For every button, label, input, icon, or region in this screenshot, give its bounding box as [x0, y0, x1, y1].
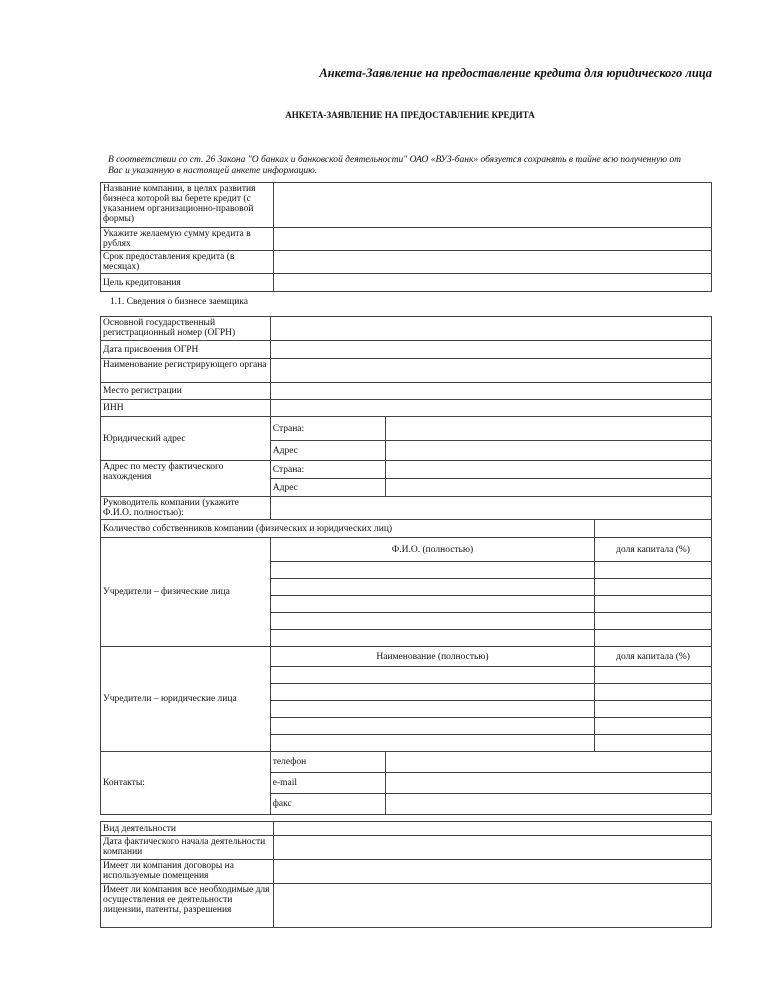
input-founder-share[interactable]	[595, 596, 712, 613]
label-reg-place: Место регистрации	[101, 383, 271, 400]
label-ogrn-date: Дата присвоения ОГРН	[101, 341, 271, 359]
input-loan-term[interactable]	[274, 251, 712, 274]
label-premises: Имеет ли компания договоры на используемые помещения	[101, 860, 274, 884]
input-licenses[interactable]	[274, 884, 712, 928]
label-start-date: Дата фактического начала деятельности компании	[101, 836, 274, 860]
header-name-full: Наименование (полностью)	[270, 647, 594, 667]
label-actual-street: Адрес	[270, 479, 385, 497]
input-reg-place[interactable]	[270, 383, 711, 400]
label-phone: телефон	[270, 752, 385, 773]
label-licenses: Имеет ли компания все необходимые для осуществления ее деятельности лицензии, патенты, разрешения	[101, 884, 274, 928]
input-entity-name[interactable]	[270, 718, 594, 735]
input-activity-type[interactable]	[274, 822, 712, 836]
input-founder-share[interactable]	[595, 562, 712, 579]
label-founders-entities: Учредители – юридические лица	[101, 647, 271, 752]
input-entity-name[interactable]	[270, 735, 594, 752]
input-legal-country[interactable]	[385, 417, 711, 441]
input-entity-name[interactable]	[270, 684, 594, 701]
input-start-date[interactable]	[274, 836, 712, 860]
input-director[interactable]	[270, 497, 711, 520]
section-heading: 1.1. Сведения о бизнесе заемщика	[110, 297, 248, 307]
label-inn: ИНН	[101, 400, 271, 417]
label-legal-address: Юридический адрес	[101, 417, 271, 461]
label-loan-term: Срок предоставления кредита (в месяцах)	[101, 251, 274, 274]
label-loan-amount: Укажите желаемую сумму кредита в рублях	[101, 228, 274, 251]
input-ogrn[interactable]	[270, 317, 711, 341]
header-fio: Ф.И.О. (полностью)	[270, 538, 594, 562]
input-founder-fio[interactable]	[270, 630, 594, 647]
input-entity-name[interactable]	[270, 701, 594, 718]
label-legal-street: Адрес	[270, 441, 385, 461]
input-entity-share[interactable]	[595, 667, 712, 684]
input-founder-fio[interactable]	[270, 613, 594, 630]
input-entity-share[interactable]	[595, 701, 712, 718]
label-owners-count: Количество собственников компании (физических и юридических лиц)	[101, 520, 595, 538]
label-contacts: Контакты:	[101, 752, 271, 815]
document-title: Анкета-Заявление на предоставление кредита для юридического лица	[319, 66, 712, 80]
input-actual-country[interactable]	[385, 461, 711, 479]
input-legal-street[interactable]	[385, 441, 711, 461]
form-heading: АНКЕТА-ЗАЯВЛЕНИЕ НА ПРЕДОСТАВЛЕНИЕ КРЕДИТА	[285, 110, 535, 120]
input-founder-fio[interactable]	[270, 562, 594, 579]
label-actual-address: Адрес по месту фактического нахождения	[101, 461, 271, 497]
label-ogrn: Основной государственный регистрационный номер (ОГРН)	[101, 317, 271, 341]
input-loan-amount[interactable]	[274, 228, 712, 251]
input-founder-share[interactable]	[595, 613, 712, 630]
label-director: Руководитель компании (укажите Ф.И.О. полностью):	[101, 497, 271, 520]
header-capital-share: доля капитала (%)	[595, 647, 712, 667]
label-email: e-mail	[270, 773, 385, 794]
label-activity-type: Вид деятельности	[101, 822, 274, 836]
input-phone[interactable]	[385, 752, 711, 773]
input-founder-share[interactable]	[595, 630, 712, 647]
business-info-table	[100, 316, 712, 815]
input-entity-name[interactable]	[270, 667, 594, 684]
input-entity-share[interactable]	[595, 684, 712, 701]
input-loan-purpose[interactable]	[274, 274, 712, 292]
input-ogrn-date[interactable]	[270, 341, 711, 359]
header-capital-share: доля капитала (%)	[595, 538, 712, 562]
input-founder-fio[interactable]	[270, 596, 594, 613]
loan-request-table	[100, 182, 712, 292]
input-premises[interactable]	[274, 860, 712, 884]
label-registrar: Наименование регистрирующего органа	[101, 359, 271, 383]
label-company-name: Название компании, в целях развития бизнеса которой вы берете кредит (с указанием организационно-правовой формы)	[101, 183, 274, 228]
input-company-name[interactable]	[274, 183, 712, 228]
privacy-notice: В соответствии со ст. 26 Закона "О банках и банковской деятельности" ОАО «ВУЗ-банк» обязуется сохранять в тайне всю полученную от Вас и указанную в настоящей анкете информацию.	[108, 155, 681, 176]
input-registrar[interactable]	[270, 359, 711, 383]
input-actual-street[interactable]	[385, 479, 711, 497]
input-inn[interactable]	[270, 400, 711, 417]
label-fax: факс	[270, 794, 385, 815]
input-entity-share[interactable]	[595, 718, 712, 735]
label-actual-country: Страна:	[270, 461, 385, 479]
input-fax[interactable]	[385, 794, 711, 815]
activity-table	[100, 821, 712, 928]
input-founder-fio[interactable]	[270, 579, 594, 596]
input-entity-share[interactable]	[595, 735, 712, 752]
input-founder-share[interactable]	[595, 579, 712, 596]
label-founders-individuals: Учредители – физические лица	[101, 538, 271, 647]
input-owners-count[interactable]	[595, 520, 712, 538]
label-legal-country: Страна:	[270, 417, 385, 441]
label-loan-purpose: Цель кредитования	[101, 274, 274, 292]
input-email[interactable]	[385, 773, 711, 794]
